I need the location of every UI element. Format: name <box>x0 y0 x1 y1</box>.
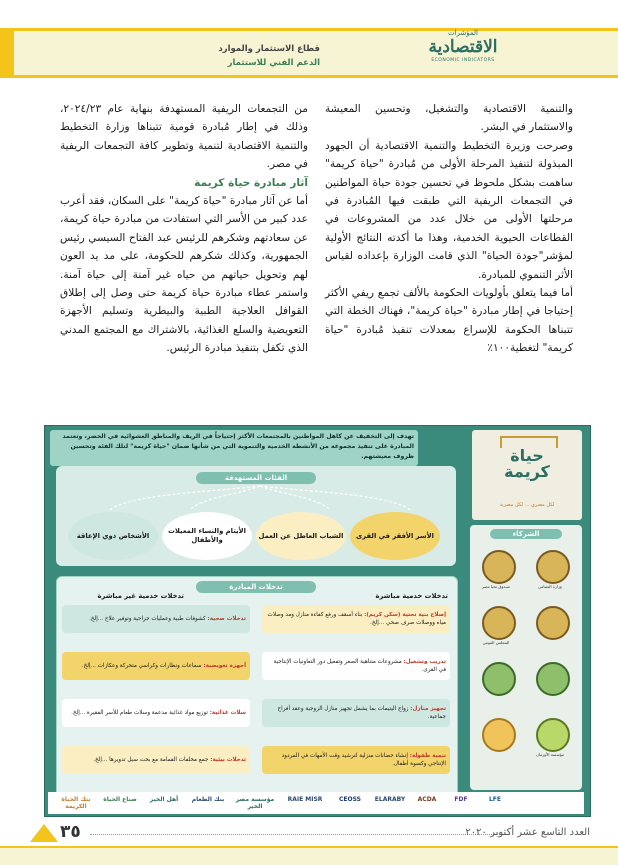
partner-logo-icon <box>536 550 570 584</box>
logo-main-text: الاقتصادية <box>428 37 498 57</box>
targets-title: الفئات المستهدفة <box>196 472 316 484</box>
item-key: تدخلات بيئية: <box>210 757 246 763</box>
sponsor-logo: ELARABY <box>374 796 406 803</box>
footer-triangle-icon <box>30 824 58 842</box>
magazine-logo <box>418 29 508 73</box>
indirect-item <box>62 699 250 727</box>
partner-logo-icon <box>536 606 570 640</box>
item-text: كشوفات طبية وعمليات جراحية وتوفير علاج ...إلخ. <box>89 616 206 622</box>
sponsor-logo: مؤسسة مصر الخير <box>235 796 275 810</box>
partners-title: الشركاء <box>490 529 562 539</box>
sector-label <box>110 42 320 70</box>
sector-line-2: الدعم الفني للاستثمار <box>227 58 320 68</box>
direct-item <box>262 746 450 774</box>
partner-logo-icon <box>482 550 516 584</box>
partner-logo-icon <box>482 662 516 696</box>
item-key: سلات غذائية: <box>209 710 246 716</box>
section-subheading: آثار مبادرة حياة كريمة <box>194 176 308 189</box>
sponsor-logo: RAIE MISR <box>287 796 323 803</box>
item-text: إنشاء حضانات منزلية لترشيد وقت الأمهات في المردود الإنتاجي وكسوة أطفال. <box>281 753 446 767</box>
partner-logo-icon <box>536 718 570 752</box>
badge-title-line-2: كريمة <box>504 462 550 481</box>
badge-title <box>492 448 562 480</box>
item-key: إصلاح بنية تحتية (سكن كريم): <box>364 612 446 618</box>
sponsor-logo: بنك الحياة الكريمة <box>61 796 91 810</box>
target-orphans-women: الأيتام والنساء المعيلات والأطفال <box>162 512 252 560</box>
header-bottom-stripe <box>0 75 618 78</box>
footer-band <box>0 848 618 865</box>
paragraph: أما عن آثار مبادرة "حياة كريمة" على السكان، فقد أعرب عدد كبير من الأسر التي استفادت من مبادرة حياة كريمة، عن سعادتهم وشكرهم للرئيس عبد الفتاح السيسي رئيس الجمهورية، وكذلك شكرهم للحكومة، على مد يد العون لهم وتحويل حياتهم من حياه غير آمنة إلى حياة آمنة. واستمر عطاء مبادرة حياة كريمة حتى وصل إلى إطلاق القوافل العلاجية الطبية والبيطرية وتسليم الأجهزة التعويضية والسلع الغذائية، بالاشتراك مع المجتمع المدني الذي تكفل بتنفيذ مبادرة الرئيس. <box>60 195 308 355</box>
direct-item <box>262 652 450 680</box>
targets-arrows <box>90 484 430 514</box>
direct-item <box>262 699 450 727</box>
target-poor-families: الأسر الأفقر في القرى <box>350 512 440 560</box>
paragraph: من التجمعات الريفية المستهدفة بنهاية عام ٢٠٢٤/٢٣، وذلك في إطار مُبادرة قومية تتبناها وزارة التخطيط والتنمية الاقتصادية لتنمية وتطوير كافة التجمعات الريفية في مصر. <box>60 103 308 171</box>
indirect-item <box>62 605 250 633</box>
indirect-title: تدخلات خدمية غير مباشرة <box>97 592 184 600</box>
item-text: سماعات ونظارات وكراسي متحركة وعكازات ...إلخ. <box>81 663 202 669</box>
badge-title-line-1: حياة <box>510 446 544 465</box>
item-key: تنمية طفولة: <box>409 753 446 759</box>
indirect-item <box>62 746 250 774</box>
paragraph: وصرحت وزيرة التخطيط والتنمية الاقتصادية أن الجهود المبذولة لتنفيذ المرحلة الأولى من مُبادرة "حياة كريمة" ساهمت بشكل ملحوظ في تحسين جودة حياة المواطنين في التجمعات الريفية التي طبقت فيها المُبادرة في مرحلتها الأولى من خلال عدد من المشروعات في القطاعات الحيوية الخدمية، وهذا ما أكدته النتائج الأولية لمؤشر"جودة الحياة" الذي قامت الوزارة بإعداده لقياس الأثر التنموي للمبادرة. <box>325 139 573 281</box>
issue-info: العدد التاسع عشر أكتوبر ٢٠٢٠ <box>465 827 590 838</box>
sponsor-logo: بنك الطعام <box>191 796 225 803</box>
partner-logo-icon <box>536 662 570 696</box>
indirect-item <box>62 652 250 680</box>
logo-small-text: المؤشرات <box>447 29 478 37</box>
header-accent-bar <box>0 30 14 78</box>
item-text: جمع مخلفات القمامة مع بحث سبل تدويرها ...إلخ. <box>93 757 209 763</box>
sponsor-logo: LFE <box>488 796 502 803</box>
sector-line-1: قطاع الاستثمار والموارد <box>218 44 320 54</box>
direct-title: تدخلات خدمية مباشرة <box>375 592 448 600</box>
interventions-title: تدخلات المبادرة <box>196 581 316 593</box>
target-disabled: الأشخاص ذوي الإعاقة <box>68 512 158 560</box>
sponsor-logo: صناع الحياة <box>103 796 137 803</box>
direct-item <box>262 605 450 633</box>
partner-label: مؤسسة الأورمان <box>535 752 565 757</box>
sponsor-logo: أهل الخير <box>149 796 179 803</box>
item-text: زواج اليتيمات بما يشمل تجهيز منازل الزوجية وعقد أفراح جماعية. <box>277 706 446 720</box>
partner-label: وزارة التضامن <box>538 584 562 589</box>
article-column-left <box>60 100 308 358</box>
item-text: مشروعات متناهية الصغر وتفعيل دور التعاونيات الإنتاجية في القرى. <box>273 659 446 673</box>
partner-logo-icon <box>482 606 516 640</box>
paragraph: والتنمية الاقتصادية والتشغيل، وتحسين المعيشة والاستثمار في البشر. <box>325 103 573 134</box>
hayah-karima-badge <box>472 430 582 520</box>
partner-logo-icon <box>482 718 516 752</box>
page-number: ٣٥ <box>60 822 81 842</box>
item-key: تدخلات صحية: <box>207 616 246 622</box>
infographic-intro: تهدف إلى التخفيف عن كاهل المواطنين بالمجتمعات الأكثر إحتياجاً في الريف والمناطق العشوائية في الحضر، وتعتمد المبادرة على تنفيذ مجموعة من الأنشطة الخدمية والتنموية التي من شأنها ضمان "حياة كريمة" لتلك الفئة وتحسين ظروف معيشتهم. <box>50 430 418 466</box>
sponsor-logo: CEOSS <box>339 796 361 803</box>
target-unemployed-youth: الشباب العاطل عن العمل <box>256 512 346 560</box>
article-column-right <box>325 100 573 358</box>
sponsor-logo: ACDA <box>417 796 437 803</box>
item-key: تجهيز منازل: <box>410 706 446 712</box>
partner-label: صندوق تحيا مصر <box>481 584 511 589</box>
logo-sub-text: ECONOMIC INDICATORS <box>431 58 495 63</box>
paragraph: أما فيما يتعلق بأولويات الحكومة بالألف تجمع ريفي الأكثر إحتياجا في إطار مبادرة "حياة كريمة"، فهناك الخطة التي تتبناها الحكومة للإسراع بمعدلات تنفيذ مُبادرة "حياة كريمة" لتغطية١٠٠٪ <box>325 287 573 355</box>
item-key: أجهزة تعويضية: <box>203 663 246 669</box>
item-text: بناء أسقف ورفع كفاءة منازل ومد وصلات مياه ووصلات صرف صحي ...إلخ. <box>267 612 446 626</box>
item-key: تدريب وتشغيل: <box>403 659 446 665</box>
partner-label: المجلس القومي <box>482 640 510 645</box>
item-text: توزيع مواد غذائية مدعمة وسلات طعام للأسر الفقيرة ...إلخ. <box>71 710 208 716</box>
header-top-stripe <box>0 28 618 31</box>
sponsor-logo: FDF <box>454 796 468 803</box>
badge-slogan: لكل مصري ... لكل مصرية <box>499 502 555 508</box>
